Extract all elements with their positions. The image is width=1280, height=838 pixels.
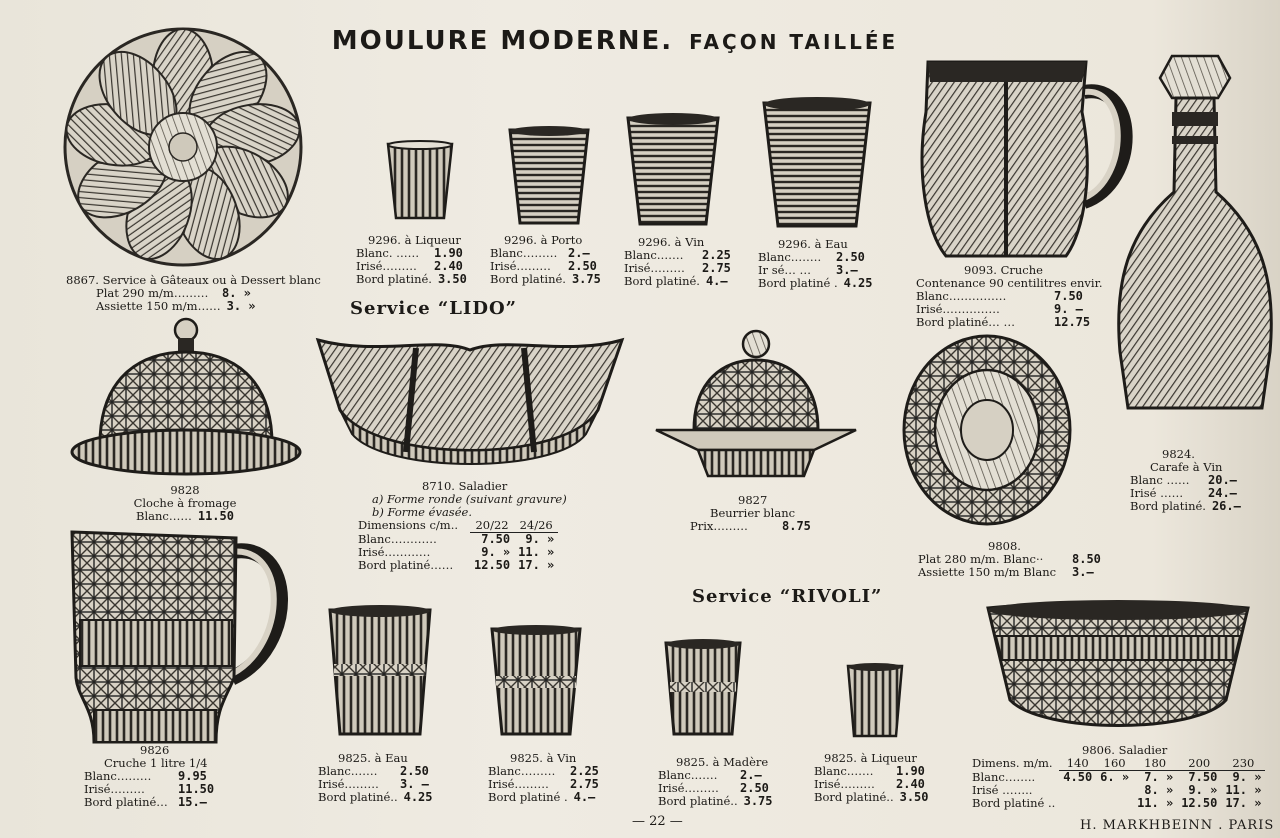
caption-9808 <box>918 540 1101 579</box>
price-value: 2.40 <box>434 259 463 273</box>
caption-title: 9806. Saladier <box>1082 743 1168 757</box>
dim-label: Dimens. m/m. <box>972 756 1053 771</box>
page-number: — 22 — <box>632 814 683 829</box>
price-value: 3.— <box>836 263 858 277</box>
caption-9825-madere <box>658 756 773 808</box>
price-label: Blanc.……. <box>758 250 822 264</box>
price-value: 4.— <box>705 274 728 288</box>
price-label: Blanc……… <box>490 246 558 260</box>
price-value: 3.75 <box>743 794 773 808</box>
price-value: 2.40 <box>896 777 925 791</box>
price-label: Irisé……… <box>318 777 379 791</box>
price-value: 8.75 <box>782 519 811 533</box>
table-row <box>358 533 558 547</box>
cell: 6. » <box>1100 770 1130 784</box>
cell: 17. » <box>518 558 555 572</box>
price-value: 1.90 <box>434 246 463 260</box>
cell: 17. » <box>1225 796 1262 810</box>
caption-title: 9296. à Liqueur <box>368 233 461 247</box>
caption-9825-eau <box>318 752 433 804</box>
cell: 12.50 <box>474 558 511 572</box>
price-label: Irisé……… <box>84 782 145 796</box>
price-value: 3.50 <box>437 272 467 286</box>
price-label: Bord platiné. <box>356 272 432 286</box>
publisher-imprint: H. MARKHBEINN . PARIS <box>1080 818 1275 833</box>
caption-title: 9825. à Eau <box>338 751 408 765</box>
cell: 7.50 <box>1188 770 1218 784</box>
price-label: Irisé……… <box>658 781 719 795</box>
cake-plate-illustration <box>66 22 301 272</box>
price-label: Bord platiné . <box>758 276 838 290</box>
price-value: 8.50 <box>1072 552 1101 566</box>
caption-8867-line-value: 3. » <box>226 299 256 313</box>
caption-8710 <box>358 480 567 572</box>
price-value: 7.50 <box>1054 289 1083 303</box>
caption-9296-porto <box>490 234 601 286</box>
table-row <box>358 559 558 572</box>
row-label: Bord platiné .. <box>972 796 1056 810</box>
price-label: Bord platiné. <box>624 274 700 288</box>
price-label: Irisé……… <box>624 261 685 275</box>
caption-8867-line-label: Plat 290 m/m……… <box>96 286 209 300</box>
bowl-9806-illustration <box>986 600 1250 734</box>
caption-title: 9093. Cruche <box>964 263 1043 277</box>
price-label: Bord platiné.. <box>658 794 738 808</box>
price-label: Bord platiné. <box>1130 499 1206 513</box>
price-value: 9.95 <box>178 769 207 783</box>
price-value: 26.— <box>1211 499 1241 513</box>
price-value: 3.75 <box>571 272 601 286</box>
carafe-9824-illustration <box>1112 52 1278 412</box>
glass-9825-eau-illustration <box>328 604 432 738</box>
caption-line-a: a) Forme ronde (suivant gravure) <box>372 492 567 506</box>
caption-title: 9825. à Vin <box>510 751 577 765</box>
price-label: Bord platiné. <box>490 272 566 286</box>
size-header: 180 <box>1133 757 1177 771</box>
plate-9808-illustration <box>902 334 1072 526</box>
caption-title: Cloche à fromage <box>133 496 237 510</box>
caption-9296-vin <box>624 236 731 288</box>
cell: 11. » <box>1225 783 1262 797</box>
caption-8867-line-label: Assiette 150 m/m…… <box>96 299 221 313</box>
size-header: 20/22 <box>470 519 514 533</box>
price-label: Irisé……… <box>814 777 875 791</box>
caption-line-b: b) Forme évasée. <box>372 505 472 519</box>
caption-9806 <box>972 744 1265 810</box>
caption-title: 9825. à Liqueur <box>824 751 917 765</box>
price-value: 24.— <box>1208 486 1237 500</box>
caption-8867-line-value: 8. » <box>222 286 251 300</box>
price-value: 2.75 <box>702 261 731 275</box>
pitcher-9093-illustration <box>916 52 1138 260</box>
caption-title: 9296. à Vin <box>638 235 705 249</box>
price-label: Irisé……… <box>488 777 549 791</box>
price-value: 1.90 <box>896 764 925 778</box>
price-label: Bord platiné.. <box>318 790 398 804</box>
cell <box>1096 784 1133 797</box>
cell: 9. » <box>1232 770 1262 784</box>
price-label: Blanc.…… <box>318 764 378 778</box>
price-value: 12.75 <box>1054 315 1091 329</box>
price-value: 15.— <box>178 795 207 809</box>
caption-number: 9808. <box>988 539 1021 553</box>
row-label: Blanc…….. <box>972 769 1036 784</box>
row-label: Blanc………… <box>358 531 437 546</box>
price-label: Bord platiné… … <box>916 315 1015 329</box>
glass-9825-madere-illustration <box>664 638 742 738</box>
cell <box>1059 784 1096 797</box>
price-value: 2.50 <box>836 250 865 264</box>
price-value: 2.50 <box>740 781 769 795</box>
glass-9296-porto-illustration <box>508 125 590 227</box>
caption-title: 9296. à Porto <box>504 233 583 247</box>
price-value: 4.25 <box>843 276 873 290</box>
caption-9828 <box>110 484 260 523</box>
caption-number: 9827 <box>738 493 768 507</box>
row-label: Irisé………… <box>358 545 431 559</box>
price-label: Blanc……… <box>488 764 556 778</box>
caption-number: 9826 <box>140 743 170 757</box>
price-value: 11.50 <box>178 782 215 796</box>
caption-9296-eau <box>758 238 873 290</box>
caption-title: 8710. Saladier <box>422 479 508 493</box>
caption-9093 <box>916 264 1102 329</box>
size-header: 230 <box>1221 757 1265 771</box>
cell: 9. » <box>481 545 511 559</box>
price-value: 3. — <box>400 777 429 791</box>
price-label: Irisé …… <box>1130 486 1184 500</box>
price-value: 11.50 <box>197 509 234 523</box>
price-table-9806 <box>972 757 1265 810</box>
caption-9825-vin <box>488 752 599 804</box>
price-value: 2.— <box>740 768 762 782</box>
price-value: 9. — <box>1054 302 1083 316</box>
glass-9296-vin-illustration <box>626 112 720 228</box>
cell: 9. » <box>525 532 555 546</box>
caption-8867-title: 8867. Service à Gâteaux ou à Dessert blanc <box>66 273 321 287</box>
size-header: 200 <box>1177 757 1221 771</box>
cell: 8. » <box>1144 783 1174 797</box>
price-value: 2.50 <box>400 764 429 778</box>
price-value: 2.75 <box>570 777 599 791</box>
caption-title: Beurrier blanc <box>710 506 796 520</box>
price-value: 4.— <box>573 790 596 804</box>
caption-title: 9825. à Madère <box>676 755 769 769</box>
glass-9296-eau-illustration <box>762 96 872 230</box>
title-subtitle: FAÇON TAILLÉE <box>689 30 899 54</box>
price-label: Blanc…………… <box>916 289 1007 303</box>
row-label: Bord platiné…… <box>358 558 454 572</box>
cell: 7.50 <box>481 532 511 546</box>
price-label: Bord platiné . <box>488 790 568 804</box>
size-header: 160 <box>1096 757 1133 771</box>
glass-9825-vin-illustration <box>490 624 582 738</box>
price-label: Blanc …… <box>1130 473 1190 487</box>
price-table-8710 <box>358 519 558 572</box>
size-header: 24/26 <box>514 519 558 533</box>
caption-9825-liqueur <box>814 752 929 804</box>
price-value: 2.50 <box>568 259 597 273</box>
size-header: 140 <box>1059 757 1096 771</box>
caption-9827 <box>690 494 811 533</box>
price-label: Ir sé… … <box>758 263 812 277</box>
caption-9824 <box>1130 448 1241 513</box>
price-value: 2.25 <box>570 764 599 778</box>
cell: 9. » <box>1188 783 1218 797</box>
caption-title: 9296. à Eau <box>778 237 848 251</box>
glass-9296-liqueur-illustration <box>386 140 454 224</box>
cell <box>1096 797 1133 810</box>
caption-title: Carafe à Vin <box>1150 460 1223 474</box>
cheese-dome-9828-illustration <box>70 318 302 478</box>
pitcher-9826-illustration <box>66 528 292 746</box>
price-label: Blanc……… <box>84 769 152 783</box>
butter-dish-9827-illustration <box>654 330 858 480</box>
price-label: Bord platiné.. <box>814 790 894 804</box>
table-row <box>972 797 1265 810</box>
price-label: Blanc. …… <box>356 246 420 260</box>
caption-9296-liqueur <box>356 234 467 286</box>
price-label: Plat 280 m/m. Blanc·· <box>918 552 1044 566</box>
price-value: 4.25 <box>403 790 433 804</box>
cell: 12.50 <box>1181 796 1218 810</box>
cell: 7. » <box>1144 770 1174 784</box>
caption-title: Cruche 1 litre 1/4 <box>104 756 208 770</box>
service-rivoli-heading: Service “RIVOLI” <box>692 586 883 607</box>
price-value: 3.— <box>1072 565 1094 579</box>
table-row <box>972 771 1265 785</box>
cell <box>1059 797 1096 810</box>
price-value: 20.— <box>1208 473 1237 487</box>
row-label: Irisé …….. <box>972 783 1033 797</box>
caption-9826 <box>84 744 214 809</box>
caption-8867 <box>66 274 321 313</box>
cell: 11. » <box>1137 796 1174 810</box>
price-value: 3.50 <box>899 790 929 804</box>
price-label: Blanc.…… <box>814 764 874 778</box>
price-label: Blanc.…… <box>658 768 718 782</box>
title-main: MOULURE MODERNE. <box>331 26 674 56</box>
dim-label: Dimensions c/m.. <box>358 518 459 533</box>
price-label: Irisé…………… <box>916 302 1000 316</box>
cell: 11. » <box>518 545 555 559</box>
price-value: 2.25 <box>702 248 731 262</box>
price-label: Irisé……… <box>490 259 551 273</box>
cell: 4.50 <box>1063 770 1093 784</box>
price-label: Bord platiné… <box>84 795 168 809</box>
bowl-8710-illustration <box>316 334 624 474</box>
caption-number: 9824. <box>1162 447 1195 461</box>
price-label: Blanc.…… <box>624 248 684 262</box>
caption-subtitle: Contenance 90 centilitres envir. <box>916 276 1103 290</box>
glass-9825-liqueur-illustration <box>846 662 904 740</box>
price-value: 2.— <box>568 246 590 260</box>
service-lido-heading: Service “LIDO” <box>350 298 517 319</box>
caption-number: 9828 <box>170 483 200 497</box>
price-label: Assiette 150 m/m Blanc <box>918 565 1057 579</box>
price-label: Irisé……… <box>356 259 417 273</box>
price-label: Prix……… <box>690 519 748 533</box>
price-label: Blanc…… <box>136 509 192 523</box>
